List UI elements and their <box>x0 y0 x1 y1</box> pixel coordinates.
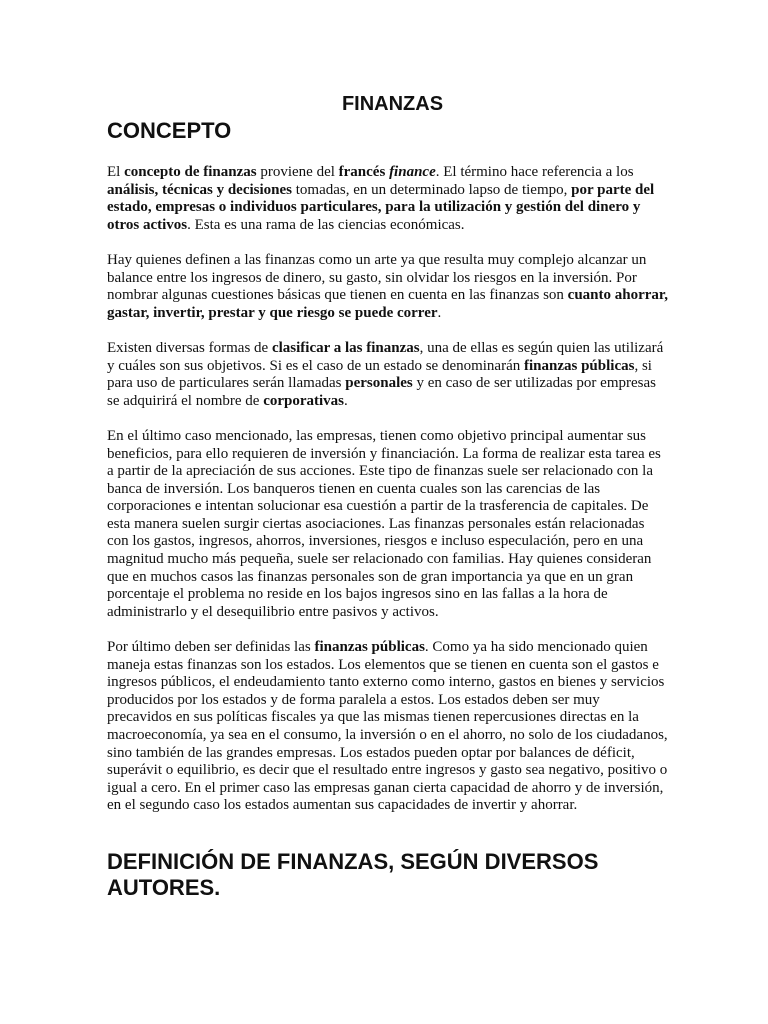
paragraph-public <box>107 639 668 815</box>
paragraph-classification <box>107 340 668 410</box>
text-run: , una de ellas es según quien las utilizará y cuáles son sus objetivos. Si es el caso de un estado se denominarán <box>107 339 664 374</box>
text-run: Existen diversas formas de <box>107 339 272 356</box>
text-run: . Como ya ha sido mencionado quien maneja estas finanzas son los estados. Los elementos que se tienen en cuenta son el gastos e ingresos públicos, el endeudamiento tanto externo como interno, gastos en bienes y servicios producidos por los estados y de forma paralela a estos. Los estados deben ser muy precavidos en sus políticas fiscales ya que las mismas tienen repercusiones directas en la macroeconomía, ya sea en el consumo, la inversión o en el ahorro, no solo de los ciudadanos, sino también de las grandes empresas. Los estados pueden optar por balances de déficit, superávit o equilibrio, es decir que el resultado entre ingresos y gasto sea negativo, positivo o igual a cero. En el primer caso las empresas ganan cierta capacidad de ahorro y de inversión, en el segundo caso los estados aumentan sus capacidades de invertir y ahorrar. <box>107 639 668 814</box>
text-run: tomadas, en un determinado lapso de tiempo, <box>292 181 572 198</box>
text-run: Por último deben ser definidas las <box>107 639 315 656</box>
bold-text: finanzas públicas <box>524 357 635 374</box>
text-run: . Esta es una rama de las ciencias económicas. <box>187 216 465 233</box>
paragraph-art <box>107 252 668 322</box>
text-run: . El término hace referencia a los <box>435 164 634 180</box>
document-title: FINANZAS <box>341 93 444 115</box>
text-run: y en caso de ser utilizadas por empresas se adquirirá el nombre de <box>107 375 656 409</box>
concept-heading: CONCEPTO <box>107 118 232 143</box>
text-run: , si para uso de particulares serán llamadas <box>107 357 652 392</box>
paragraph-corporate: En el último caso mencionado, las empresas, tienen como objetivo principal aumentar sus beneficios, para ello requieren de inversión y financiación. La forma de realizar esta tarea es a partir de la apreciación de sus acciones. Este tipo de finanzas suele ser relacionado con la banca de inversión. Los banqueros tienen en cuenta cuales son las carencias de las corporaciones e intentan solucionar esa cuestión a partir de la trasferencia de capitales. De esta manera suelen surgir ciertas asociaciones. Las finanzas personales están relacionadas con los gastos, ingresos, ahorros, inversiones, riesgos e incluso especulación, pero en una magnitud mucho más pequeña, suele ser relacionado con familias. Hay quienes consideran que en muchos casos las finanzas personales son de gran importancia ya que en un gran porcentaje el problema no reside en los bajos ingresos sino en las fallas a la hora de administrarlo y el desequilibrio entre pasivos y activos. <box>107 427 661 620</box>
bold-text: análisis, técnicas y decisiones <box>107 181 293 198</box>
text-run: Hay quienes definen a las finanzas como un arte ya que resulta muy complejo alcanzar un balance entre los ingresos de dinero, su gasto, sin olvidar los riesgos en la inversión. Por nombrar algunas cuestiones básicas que tienen en cuenta en las finanzas son <box>107 251 647 304</box>
bold-text: finanzas públicas <box>314 639 425 656</box>
definition-heading: DEFINICIÓN DE FINANZAS, SEGÚN DIVERSOS AUTORES. <box>107 848 599 900</box>
bold-text: por parte del estado, empresas o individuos particulares, para la utilización y gestión del dinero y otros activos <box>107 181 655 233</box>
text-run: proviene del <box>256 164 339 180</box>
bold-text: personales <box>345 375 413 392</box>
text-run: El <box>107 164 125 180</box>
text-run: . <box>437 304 442 321</box>
text-run: . <box>344 392 348 409</box>
bold-italic-text: finance <box>389 164 436 180</box>
bold-text: concepto de finanzas <box>124 164 257 180</box>
bold-text: cuanto ahorrar, gastar, invertir, prestar y que riesgo se puede correr <box>107 287 668 321</box>
bold-text: clasificar a las finanzas <box>271 339 420 356</box>
bold-text: corporativas <box>263 392 345 409</box>
paragraph-concept <box>107 164 668 234</box>
bold-text: francés <box>338 164 386 180</box>
